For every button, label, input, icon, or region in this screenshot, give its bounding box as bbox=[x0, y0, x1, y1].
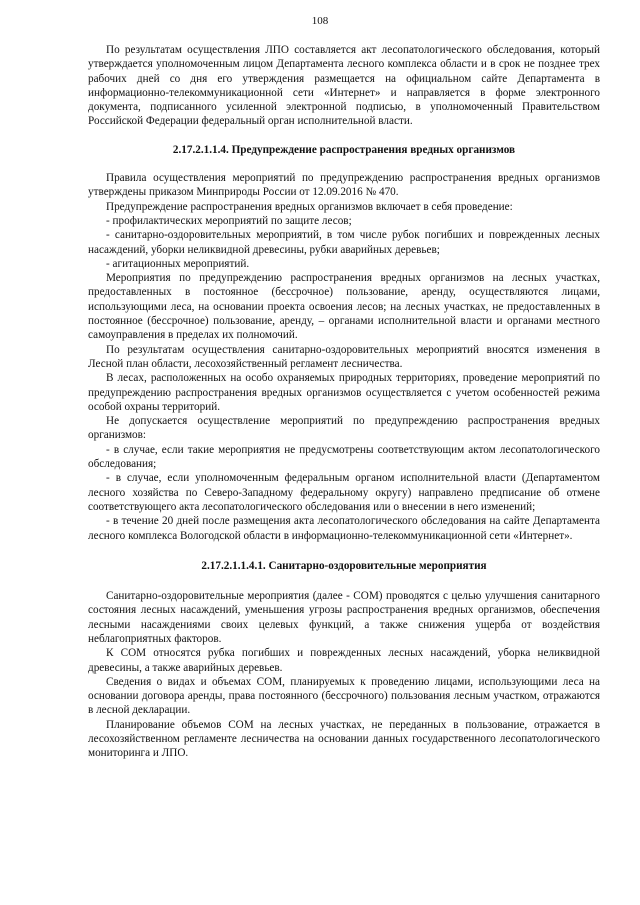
paragraph: По результатам осуществления ЛПО составляется акт лесопатологического обследования, который утверждается уполномоченным лицом Департамента лесного комплекса области и в срок не позднее трех рабочих дней со дня его утверждения размещается на официальном сайте Департамента в информационно-телекоммуникационной сети «Интернет» и направляется в форме электронного документа, подписанного усиленной электронной подписью, в уполномоченный Правительством Российской Федерации федеральный орган исполнительной власти. bbox=[88, 44, 600, 128]
list-item: - в случае, если уполномоченным федеральным органом исполнительной власти (Департаментом лесного хозяйства по Северо-Западному федеральному округу) направлено предписание об отмене соответствующего акта лесопатологического обследования или о внесении в него изменений; bbox=[88, 472, 600, 513]
paragraph: Планирование объемов СОМ на лесных участках, не переданных в пользование, отражается в лесохозяйственном регламенте лесничества на основании данных государственного лесопатологического мониторинга и ЛПО. bbox=[88, 718, 600, 760]
list-item: - санитарно-оздоровительных мероприятий, в том числе рубок погибших и поврежденных лесных насаждений, уборки неликвидной древесины, рубки аварийных деревьев; bbox=[88, 229, 600, 256]
list-item: - в случае, если такие мероприятия не предусмотрены соответствующим актом лесопатологического обследования; bbox=[88, 443, 600, 471]
list-item: - в течение 20 дней после размещения акта лесопатологического обследования на сайте Департамента лесного комплекса Вологодской области в информационно-телекоммуникационной сети «Интернет». bbox=[88, 515, 600, 542]
page-content bbox=[88, 43, 600, 761]
paragraph: Мероприятия по предупреждению распространения вредных организмов на лесных участках, предоставленных в постоянное (бессрочное) пользование, аренду, осуществляются лицами, использующими леса, на основании проекта освоения лесов; на лесных участках, не предоставленных в постоянное (бессрочное) пользование, аренду, – органами исполнительной власти и органами местного самоуправления в пределах их полномочий. bbox=[88, 272, 600, 342]
paragraph: Не допускается осуществление мероприятий по предупреждению распространения вредных организмов: bbox=[88, 415, 600, 442]
section-heading: 2.17.2.1.1.4. Предупреждение распространения вредных организмов bbox=[172, 143, 516, 156]
subsection-heading: 2.17.2.1.1.4.1. Санитарно-оздоровительные мероприятия bbox=[201, 559, 487, 572]
paragraph: Правила осуществления мероприятий по предупреждению распространения вредных организмов утверждены приказом Минприроды России от 12.09.2016 № 470. bbox=[88, 172, 600, 199]
page-number: 108 bbox=[311, 15, 329, 27]
paragraph: К СОМ относятся рубка погибших и поврежденных лесных насаждений, уборка неликвидной древесины, а также аварийных деревьев. bbox=[88, 647, 600, 674]
list-item: - агитационных мероприятий. bbox=[106, 257, 250, 270]
paragraph: В лесах, расположенных на особо охраняемых природных территориях, проведение мероприятий по предупреждению распространения вредных организмов осуществляется с учетом особенностей режима особой охраны территорий. bbox=[88, 372, 600, 413]
paragraph: По результатам осуществления санитарно-оздоровительных мероприятий вносятся изменения в Лесной план области, лесохозяйственный регламент лесничества. bbox=[88, 343, 600, 370]
paragraph: Санитарно-оздоровительные мероприятия (далее - СОМ) проводятся с целью улучшения санитарного состояния лесных насаждений, уменьшения угрозы распространения вредных организмов, обеспечения лесными насаждениями своих целевых функций, а также снижения ущерба от воздействия неблагоприятных факторов. bbox=[88, 590, 600, 645]
list-item: - профилактических мероприятий по защите лесов; bbox=[106, 214, 352, 227]
paragraph: Сведения о видах и объемах СОМ, планируемых к проведению лицами, использующими леса на основании договора аренды, права постоянного (бессрочного) пользования лесным участком, отражаются в лесной декларации. bbox=[88, 675, 600, 717]
paragraph: Предупреждение распространения вредных организмов включает в себя проведение: bbox=[106, 200, 513, 213]
